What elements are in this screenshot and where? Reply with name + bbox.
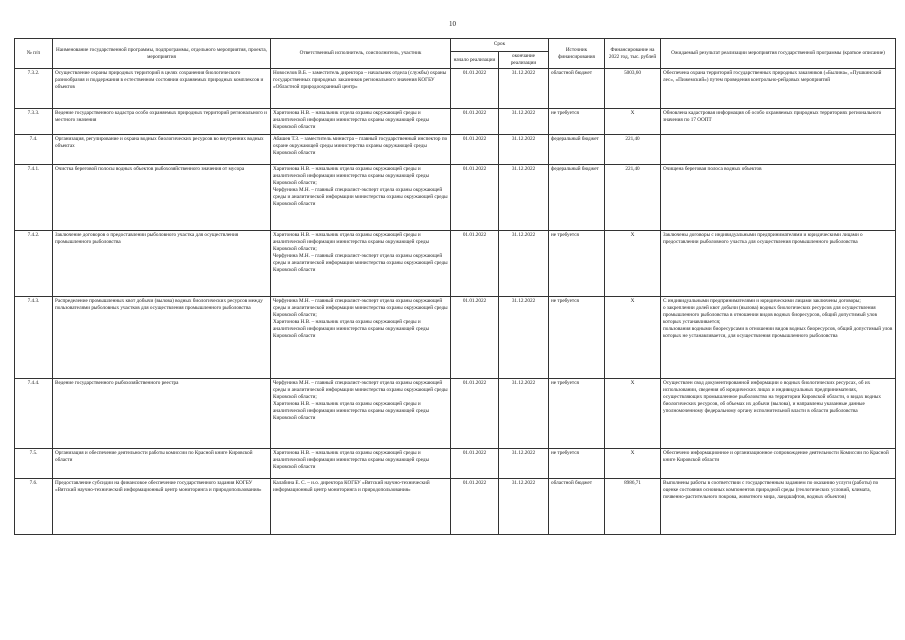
row-num: 7.5. [15,449,53,479]
row-start: 01.01.2022 [451,109,499,135]
row-source: не требуется [549,449,605,479]
row-result: Обновлена кадастровая информация об особо охраняемых природных территориях регионального значения по 17 ООПТ [661,109,896,135]
row-responsible: Черфунина М.Н. – главный специалист-эксперт отдела охраны окружающей среды и аналитической информации министерства охраны окружающей среды Кировской области; Харитонова Н.В. – начальник отдела охраны окружающей среды и аналитической информации министерства охраны окружающей среды Кировской области [271,297,451,379]
header-start: начало реализации [451,52,499,69]
row-start: 01.01.2022 [451,297,499,379]
row-name: Предоставление субсидии на финансовое обеспечение государственного задания КОГБУ «Вятский научно-технический информационный центр мониторинга и природопользования» [53,479,271,535]
row-start: 01.01.2022 [451,231,499,297]
header-responsible: Ответственный исполнитель, соисполнитель, участник [271,39,451,69]
row-funding: 8986,71 [605,479,661,535]
row-funding: 221,40 [605,135,661,165]
row-name: Организация и обеспечение деятельности работы комиссии по Красной книге Кировской области [53,449,271,479]
program-table [14,38,896,535]
header-name: Наименование государственной программы, подпрограммы, отдельного мероприятия, проекта, мероприятия [53,39,271,69]
row-responsible: Абашев Т.З. – заместитель министра – главный государственный инспектор по охране окружающей среды министерства охраны окружающей среды Кировской области [271,135,451,165]
row-num: 7.4.1. [15,165,53,231]
row-start: 01.01.2022 [451,379,499,449]
row-source: областной бюджет [549,69,605,109]
header-result: Ожидаемый результат реализации мероприятия государственной программы (краткое описание) [661,39,896,69]
row-source: не требуется [549,297,605,379]
row-result: Очищена береговая полоса водных объектов [661,165,896,231]
table-row [15,231,896,297]
header-num: № п/п [15,39,53,69]
row-start: 01.01.2022 [451,69,499,109]
row-result: Осуществлен свод документированной информации о водных биологических ресурсах, об их использовании, сведения об юридических лицах и индивидуальных предпринимателях, осуществляющих промышленное рыболовство на территории Кировской области, о видах водных биологических ресурсов, об объемах их добычи (вылова), и направлены указанные данные уполномоченному федеральному органу исполнительной власти в области рыболовства [661,379,896,449]
table-row [15,449,896,479]
row-end: 31.12.2022 [499,379,549,449]
row-funding: Х [605,297,661,379]
row-name: Распределение промышленных квот добычи (вылова) водных биологических ресурсов между пользователями рыболовных участков для осуществления промышленного рыболовства [53,297,271,379]
row-num: 7.3.2. [15,69,53,109]
row-source: не требуется [549,379,605,449]
header-funding: Финансирование на 2022 год, тыс. рублей [605,39,661,69]
row-responsible: Калабина Е. С. – и.о. директора КОГБУ «Вятский научно-технический информационный центр мониторинга и природопользования» [271,479,451,535]
row-source: областной бюджет [549,479,605,535]
row-num: 7.6. [15,479,53,535]
row-num: 7.4.3. [15,297,53,379]
row-funding: Х [605,231,661,297]
row-end: 31.12.2022 [499,479,549,535]
row-result [661,135,896,165]
row-num: 7.3.3. [15,109,53,135]
row-name: Заключение договоров о предоставлении рыболовного участка для осуществления промышленного рыболовства [53,231,271,297]
row-source: федеральный бюджет [549,135,605,165]
page-number: 10 [449,20,456,28]
row-funding: 221,40 [605,165,661,231]
header-end: окончание реализации [499,52,549,69]
row-source: не требуется [549,109,605,135]
table-row [15,135,896,165]
header-term: Срок [451,39,549,52]
row-source: не требуется [549,231,605,297]
row-responsible: Харитонова Н.В. – начальник отдела охраны окружающей среды и аналитической информации министерства охраны окружающей среды Кировской области [271,109,451,135]
row-funding: Х [605,449,661,479]
row-result: Обеспечено информационное и организационное сопровождение деятельности Комиссии по Красной книге Кировской области [661,449,896,479]
row-result: Заключены договоры с индивидуальными предпринимателями и юридическими лицами о предоставлении рыболовного участка для осуществления промышленного рыболовства [661,231,896,297]
row-name: Ведение государственного рыбохозяйственного реестра [53,379,271,449]
table-row [15,69,896,109]
row-end: 31.12.2022 [499,109,549,135]
row-start: 01.01.2022 [451,135,499,165]
row-num: 7.4.4. [15,379,53,449]
row-start: 01.01.2022 [451,165,499,231]
row-end: 31.12.2022 [499,297,549,379]
row-result: С индивидуальными предпринимателями и юридическими лицами заключены договоры; о закреплении долей квот добычи (вылова) водных биологических ресурсов для осуществления промышленного рыболовства в отношении видов водных биоресурсов, общий допустимый улов которых устанавливается; пользования водными биоресурсами в отношении видов водных биоресурсов, общий допустимый улов которых не устанавливается, для осуществления промышленного рыболовства [661,297,896,379]
row-num: 7.4. [15,135,53,165]
row-responsible: Харитонова Н.В. – начальник отдела охраны окружающей среды и аналитической информации министерства охраны окружающей среды Кировской области [271,449,451,479]
row-name: Ведение государственного кадастра особо охраняемых природных территорий регионального и местного значения [53,109,271,135]
row-funding: Х [605,379,661,449]
row-responsible: Новоселов В.Б. – заместитель директора – начальник отдела (службы) охраны государственных природных заказников регионального значения КОГБУ «Областной природоохранный центр» [271,69,451,109]
row-responsible: Черфунина М.Н. – главный специалист-эксперт отдела охраны окружающей среды и аналитической информации министерства охраны окружающей среды Кировской области; Харитонова Н.В. – начальник отдела охраны окружающей среды и аналитической информации министерства охраны окружающей среды Кировской области [271,379,451,449]
row-result: Обеспечена охрана территорий государственных природных заказников («Былина», «Пушкинский лес», «Пижемский») путем проведения контрольно-рейдовых мероприятий [661,69,896,109]
row-start: 01.01.2022 [451,479,499,535]
row-name: Осуществление охраны природных территорий в целях сохранения биологического разнообразия и поддержания в естественном состоянии охраняемых природных комплексов и объектов [53,69,271,109]
row-num: 7.4.2. [15,231,53,297]
table-row [15,379,896,449]
row-funding: 5003,60 [605,69,661,109]
row-end: 31.12.2022 [499,231,549,297]
row-end: 31.12.2022 [499,135,549,165]
table-row [15,109,896,135]
table-row [15,165,896,231]
row-end: 31.12.2022 [499,69,549,109]
row-responsible: Харитонова Н.В. – начальник отдела охраны окружающей среды и аналитической информации министерства охраны окружающей среды Кировской области; Черфунина М.Н. – главный специалист-эксперт отдела охраны окружающей среды и аналитической информации министерства охраны окружающей среды Кировской области [271,165,451,231]
row-responsible: Харитонова Н.В. – начальник отдела охраны окружающей среды и аналитической информации министерства охраны окружающей среды Кировской области; Черфунина М.Н. – главный специалист-эксперт отдела охраны окружающей среды и аналитической информации министерства охраны окружающей среды Кировской области [271,231,451,297]
table-row [15,297,896,379]
table-row [15,479,896,535]
row-funding: Х [605,109,661,135]
row-end: 31.12.2022 [499,165,549,231]
row-start: 01.01.2022 [451,449,499,479]
row-end: 31.12.2022 [499,449,549,479]
row-name: Очистка береговой полосы водных объектов рыбохозяйственного значения от мусора [53,165,271,231]
row-source: федеральный бюджет [549,165,605,231]
row-name: Организация, регулирование и охрана водных биологических ресурсов во внутренних водных объектах [53,135,271,165]
row-result: Выполнены работы в соответствии с государственным заданием по оказанию услуги (работы) по оценке состояния основных компонентов природной среды (геологических условий, климата, почвенно-растительного покрова, животного мира, ландшафтов, водных объектов) [661,479,896,535]
header-source: Источник финансирования [549,39,605,69]
